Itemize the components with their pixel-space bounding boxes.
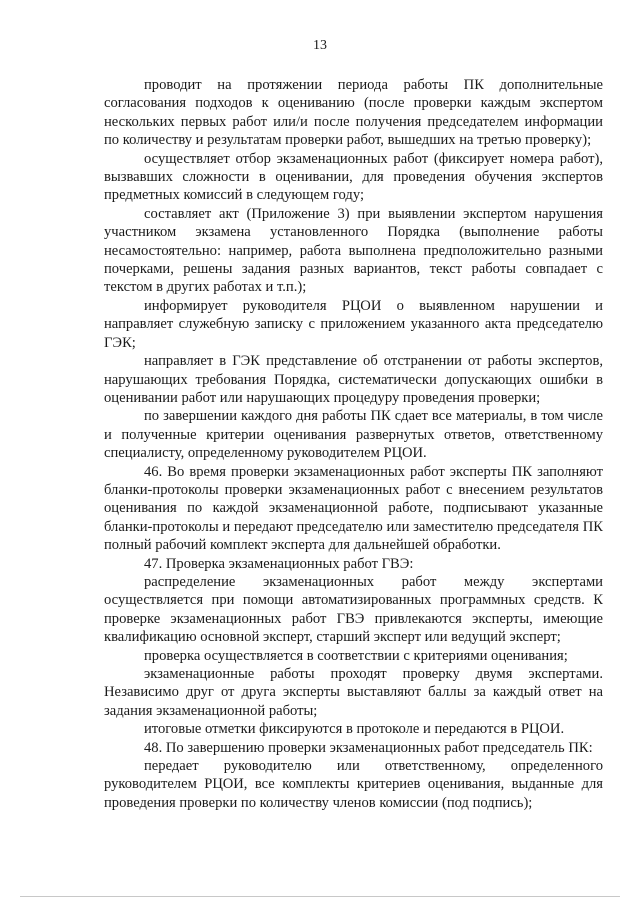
paragraph: 48. По завершению проверки экзаменационных работ председатель ПК: [144,739,593,756]
paragraph: составляет акт (Приложение 3) при выявлении экспертом нарушения участником экзамена установленного Порядка (выполнение работы несамостоятельно: например, работа выполнена предположительно разными почерками, решены задания разных вариантов, текст работы совпадает с текстом в других работах и т.п.); [104,205,603,296]
paragraph: осуществляет отбор экзаменационных работ (фиксирует номера работ), вызвавших сложности в оценивании, для проведения обучения экспертов предметных комиссий в следующем году; [104,150,603,204]
paragraph: 47. Проверка экзаменационных работ ГВЭ: [144,555,414,572]
paragraph: по завершении каждого дня работы ПК сдает все материалы, в том числе и полученные критерии оценивания развернутых ответов, ответственному специалисту, определенному руководителем РЦОИ. [104,408,603,462]
body-text [104,76,603,812]
paragraph: экзаменационные работы проходят проверку двумя экспертами. Независимо друг от друга эксперты выставляют баллы за каждый ответ на задания экзаменационной работы; [104,666,603,719]
scan-edge-line [20,896,620,897]
page-number: 13 [313,38,327,53]
paragraph: итоговые отметки фиксируются в протоколе и передаются в РЦОИ. [144,721,565,738]
paragraph: проверка осуществляется в соответствии с критериями оценивания; [144,647,568,664]
paragraph: проводит на протяжении периода работы ПК дополнительные согласования подходов к оцениванию (после проверки каждым экспертом нескольких первых работ или/и после получения председателем информации по количеству и результатам проверки работ, вышедших на третью проверку); [104,77,603,149]
paragraph: распределение экзаменационных работ между экспертами осуществляется при помощи автоматизированных программных средств. К проверке экзаменационных работ ГВЭ привлекаются эксперты, имеющие квалификацию основной эксперт, старший эксперт или ведущий эксперт; [104,573,603,646]
paragraph: 46. Во время проверки экзаменационных работ эксперты ПК заполняют бланки-протоколы проверки экзаменационных работ с внесением результатов оценивания по каждой экзаменационной работе, подписывают указанные бланки-протоколы и передают председателю или заместителю председателя ПК полный рабочий комплект эксперта для дальнейшей обработки. [104,463,603,554]
paragraph: информирует руководителя РЦОИ о выявленном нарушении и направляет служебную записку с приложением указанного акта председателю ГЭК; [104,297,603,351]
paragraph: направляет в ГЭК представление об отстранении от работы экспертов, нарушающих требования Порядка, систематически допускающих ошибки в оценивании работ или нарушающих процедуру проведения проверки; [104,353,603,406]
paragraph: передает руководителю или ответственному, определенного руководителем РЦОИ, все комплекты критериев оценивания, выданные для проведения проверки по количеству членов комиссии (под подпись); [104,758,603,811]
